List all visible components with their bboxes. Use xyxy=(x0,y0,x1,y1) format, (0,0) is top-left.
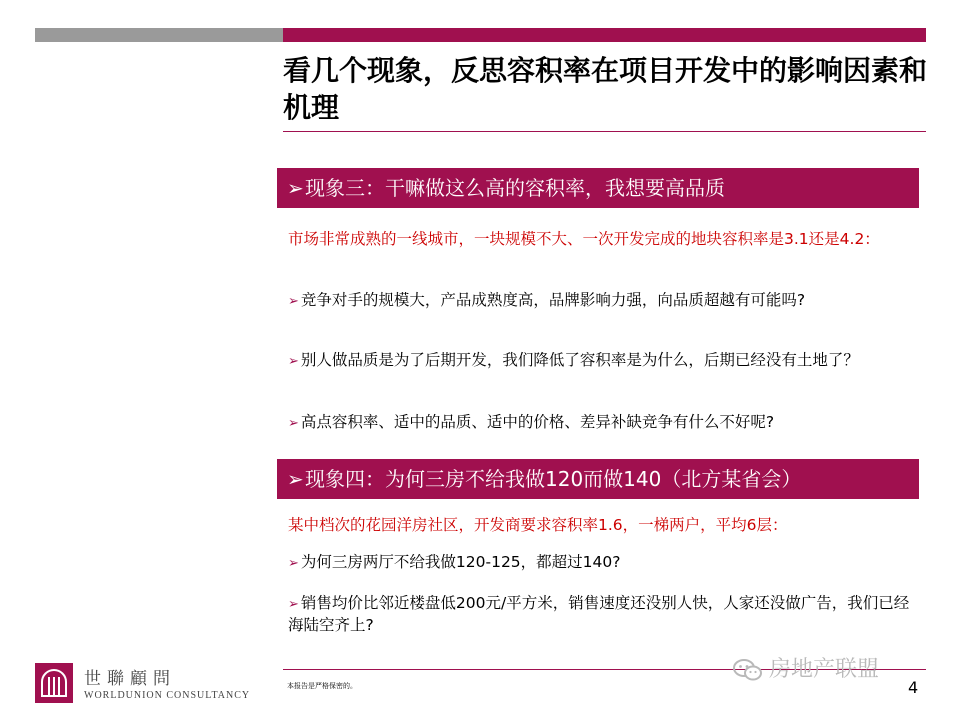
slide-title: 看几个现象，反思容积率在项目开发中的影响因素和机理 xyxy=(283,54,928,124)
company-logo-icon xyxy=(35,663,73,703)
bullet-text: 竞争对手的规模大，产品成熟度高，品牌影响力强，向品质超越有可能吗? xyxy=(300,291,806,309)
arrow-bullet-icon: ➢ xyxy=(288,294,299,309)
arrow-bullet-icon: ➢ xyxy=(288,416,299,431)
section-heading-4 xyxy=(277,459,919,499)
section3-bullet-1 xyxy=(288,290,914,312)
section4-bullet-2 xyxy=(288,593,914,636)
watermark-text: 房地产联盟 xyxy=(769,657,880,682)
wechat-icon xyxy=(733,659,763,681)
arrow-bullet-icon: ➢ xyxy=(288,597,299,612)
header-gray-bar xyxy=(35,28,283,42)
arrow-bullet-icon: ➢ xyxy=(288,354,299,369)
logo-chinese-name: 世聯顧問 xyxy=(84,669,176,689)
logo-english-name: WORLDUNION CONSULTANCY xyxy=(84,690,251,701)
confidentiality-note: 本报告是严格保密的。 xyxy=(287,682,357,690)
section4-intro: 某中档次的花园洋房社区，开发商要求容积率1.6，一梯两户，平均6层： xyxy=(288,516,788,534)
bullet-text: 别人做品质是为了后期开发，我们降低了容积率是为什么，后期已经没有土地了？ xyxy=(300,351,859,369)
watermark xyxy=(733,652,879,683)
page-number: 4 xyxy=(908,678,919,697)
section-heading-4-text: 现象四：为何三房不给我做120而做140（北方某省会） xyxy=(305,467,802,491)
arrow-bullet-icon: ➢ xyxy=(287,176,304,200)
header-accent-bar xyxy=(283,28,926,42)
title-divider xyxy=(283,131,926,132)
bullet-text: 为何三房两厅不给我做120-125，都超过140? xyxy=(300,553,621,571)
section4-bullet-1 xyxy=(288,552,914,574)
arrow-bullet-icon: ➢ xyxy=(287,467,304,491)
bullet-text: 销售均价比邻近楼盘低200元/平方米，销售速度还没别人快，人家还没做广告，我们已经海陆空齐上? xyxy=(288,594,910,634)
arrow-bullet-icon: ➢ xyxy=(288,556,299,571)
bullet-text: 高点容积率、适中的品质、适中的价格、差异补缺竞争有什么不好呢? xyxy=(300,413,775,431)
section-heading-3 xyxy=(277,168,919,208)
section3-intro: 市场非常成熟的一线城市，一块规模不大、一次开发完成的地块容积率是3.1还是4.2： xyxy=(288,230,880,248)
section3-bullet-3 xyxy=(288,412,914,434)
section-heading-3-text: 现象三：干嘛做这么高的容积率，我想要高品质 xyxy=(305,176,725,200)
section3-bullet-2 xyxy=(288,350,914,372)
